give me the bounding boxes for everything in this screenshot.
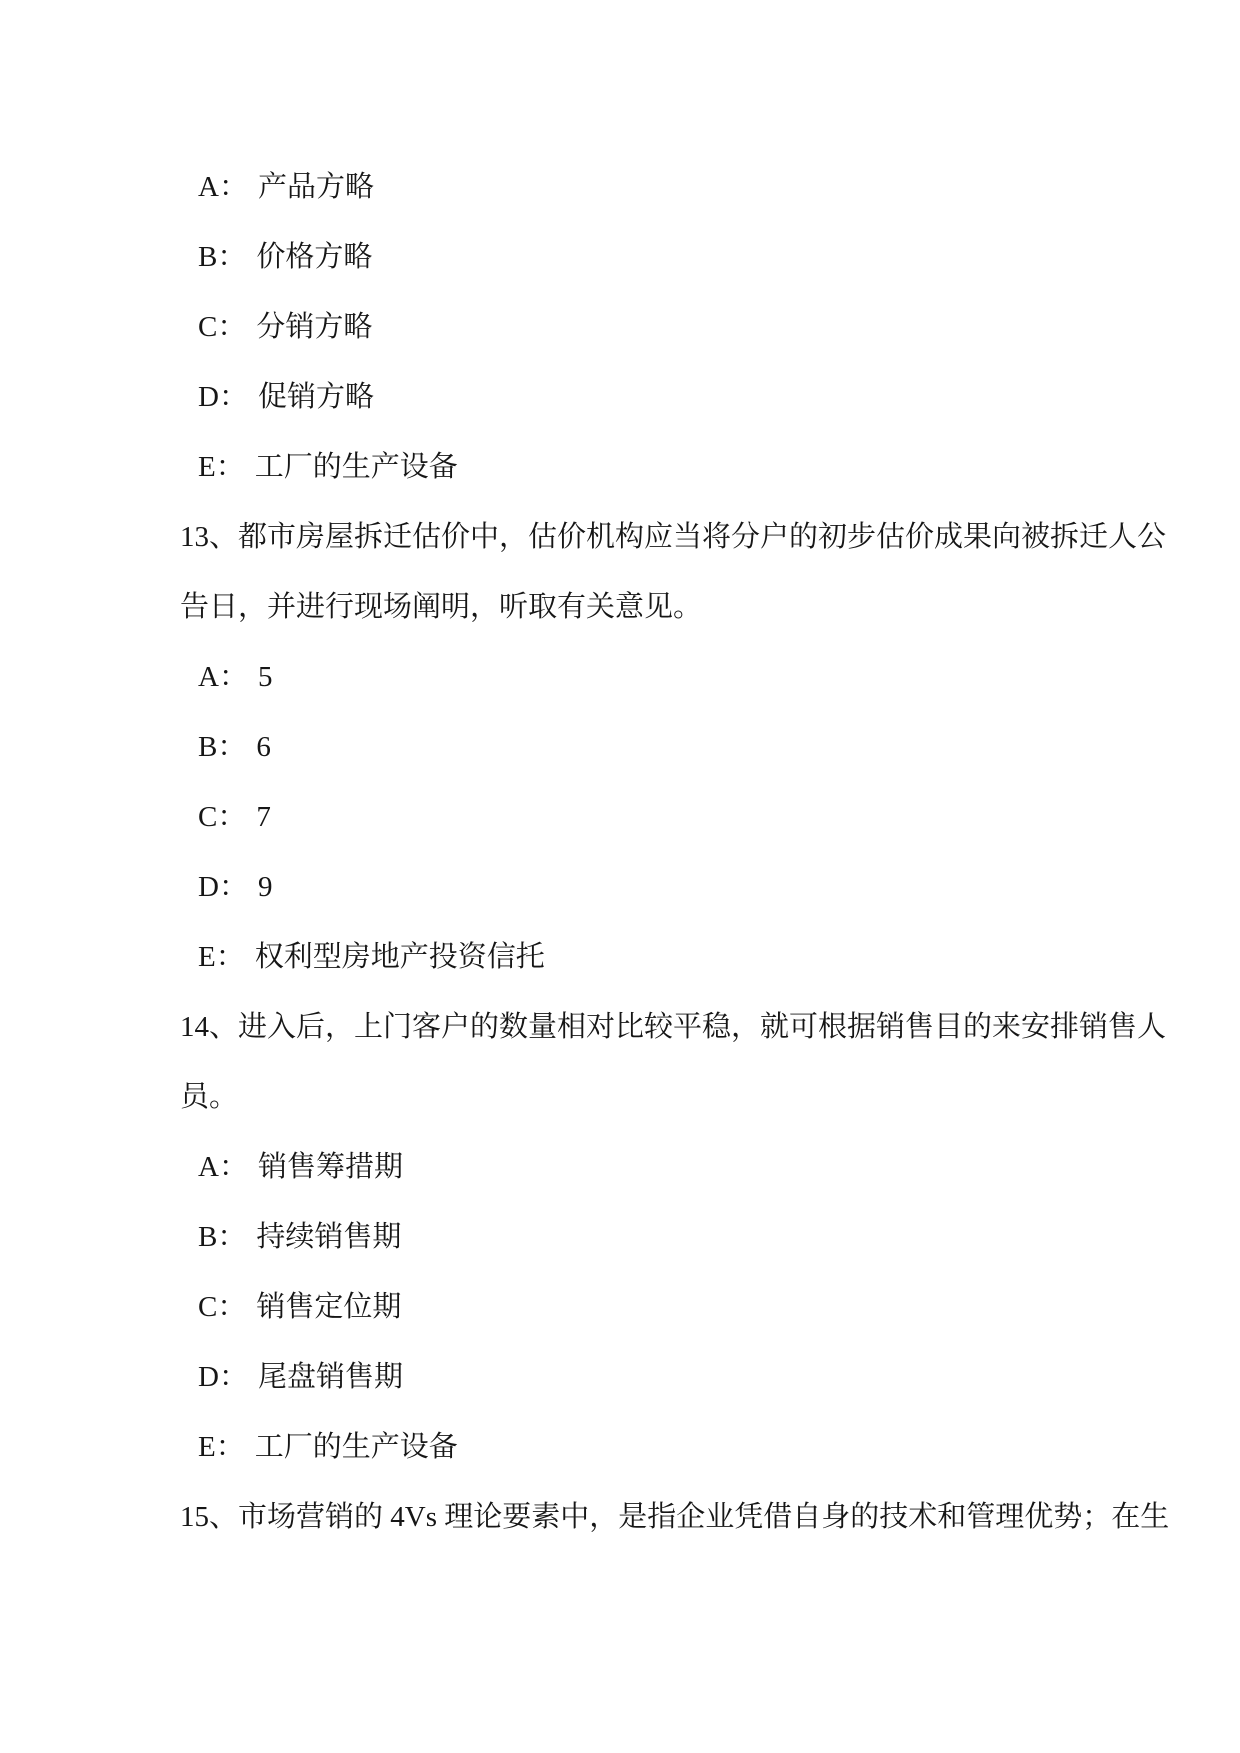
option-label: C： <box>198 311 247 343</box>
option-label: B： <box>198 1221 247 1253</box>
option-label: B： <box>198 241 247 273</box>
leading-option-row-e <box>0 432 1240 502</box>
question-14-option-row-c <box>0 1272 1240 1342</box>
option-label: D： <box>198 871 248 903</box>
question-14-option-row-d <box>0 1342 1240 1412</box>
option-label: E： <box>198 941 245 973</box>
question-14-option-row-b <box>0 1202 1240 1272</box>
option-label: C： <box>198 1291 247 1323</box>
question-13-stem-line-1: 13、都市房屋拆迁估价中，估价机构应当将分户的初步估价成果向被拆迁人公 <box>180 521 1167 553</box>
option-label: E： <box>198 451 245 483</box>
question-14-option-row-e <box>0 1412 1240 1482</box>
option-text: 9 <box>257 871 273 903</box>
option-label: D： <box>198 381 248 413</box>
question-14-stem-line-1: 14、进入后，上门客户的数量相对比较平稳，就可根据销售目的来安排销售人 <box>180 1011 1167 1043</box>
question-13-stem-line-2: 告日，并进行现场阐明，听取有关意见。 <box>180 591 703 623</box>
question-13-option-row-d <box>0 852 1240 922</box>
option-text: 持续销售期 <box>256 1221 402 1253</box>
question-15-stem-line-1: 15、市场营销的 4Vs 理论要素中，是指企业凭借自身的技术和管理优势；在生 <box>180 1501 1170 1533</box>
option-text: 7 <box>256 801 271 833</box>
option-text: 销售筹措期 <box>257 1151 403 1183</box>
option-label: E： <box>198 1431 245 1463</box>
option-text: 工厂的生产设备 <box>254 1431 458 1463</box>
option-text: 5 <box>257 661 273 693</box>
option-text: 6 <box>256 731 271 763</box>
option-label: A： <box>198 171 248 203</box>
question-14-option-row-a <box>0 1132 1240 1202</box>
leading-option-row-c <box>0 292 1240 362</box>
option-text: 权利型房地产投资信托 <box>254 941 545 973</box>
option-text: 分销方略 <box>256 311 373 343</box>
leading-option-row-b <box>0 222 1240 292</box>
option-label: C： <box>198 801 247 833</box>
option-label: A： <box>198 661 248 693</box>
leading-option-row-a <box>0 152 1240 222</box>
option-text: 产品方略 <box>257 171 374 203</box>
option-text: 价格方略 <box>256 241 373 273</box>
option-label: D： <box>198 1361 248 1393</box>
option-label: B： <box>198 731 247 763</box>
question-13-option-row-b <box>0 712 1240 782</box>
leading-option-row-d <box>0 362 1240 432</box>
option-text: 尾盘销售期 <box>257 1361 403 1393</box>
question-13-option-row-c <box>0 782 1240 852</box>
question-14-stem-line-2: 员。 <box>180 1081 239 1113</box>
option-label: A： <box>198 1151 248 1183</box>
option-text: 工厂的生产设备 <box>254 451 458 483</box>
option-text: 销售定位期 <box>256 1291 402 1323</box>
question-13-option-row-e <box>0 922 1240 992</box>
question-13-option-row-a <box>0 642 1240 712</box>
option-text: 促销方略 <box>257 381 374 413</box>
